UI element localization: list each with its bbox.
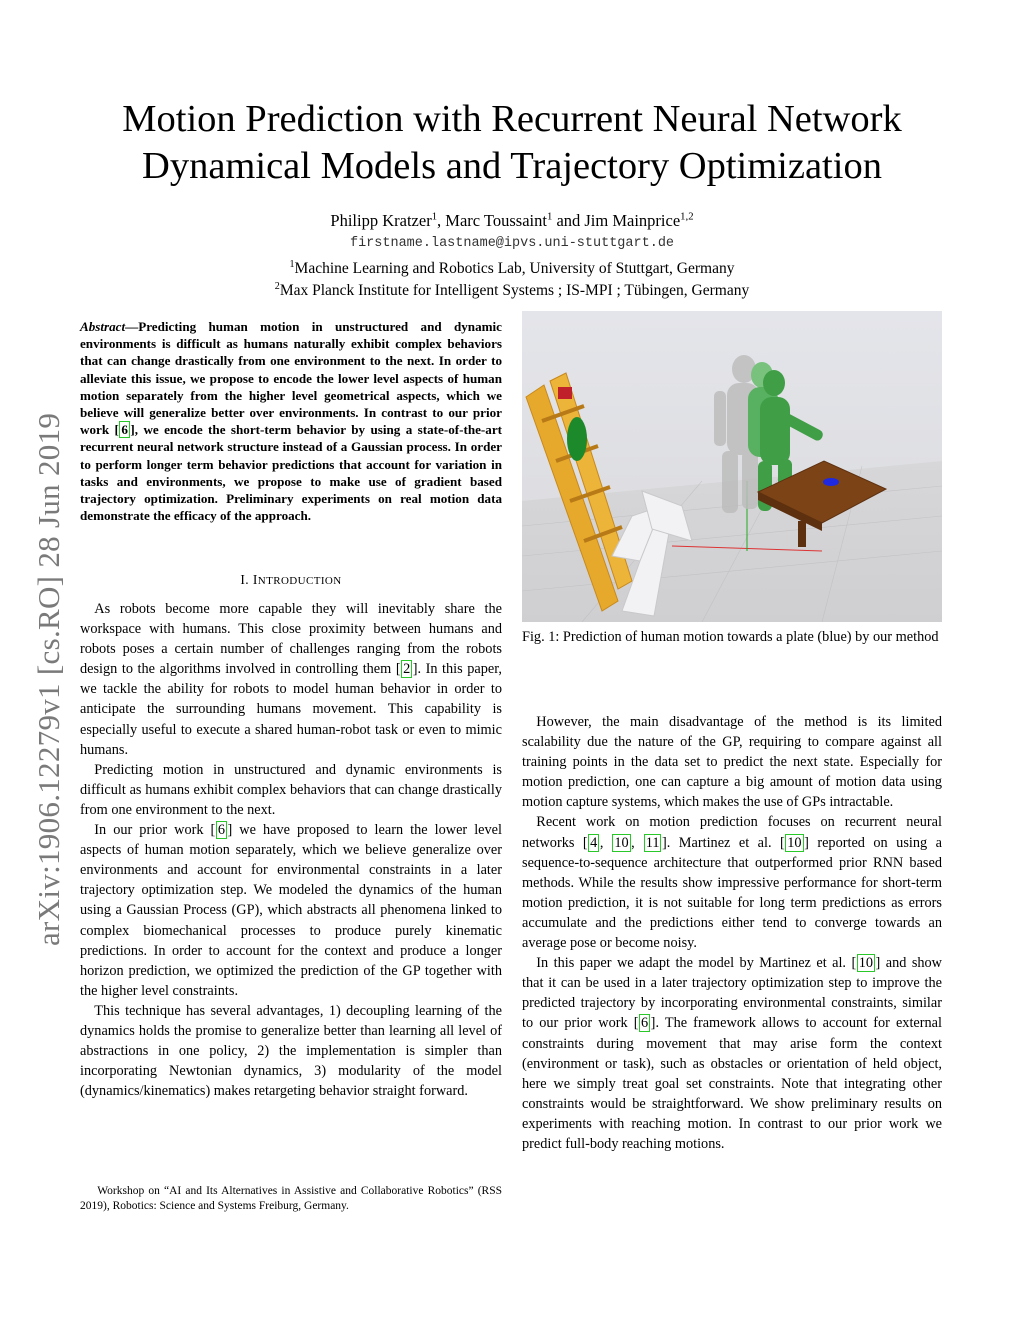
paragraph: In this paper we adapt the model by Martinez et al. [ 10 ] and show that it can be used in a later trajectory optimization step to improve the predicted trajectory by incorporating environmental constraints, similar to our prior work [ 6 ]. The framework allows to account for external constraints during movement that may arise form the context (environment or task), such as obstacles or orientation of held object, here we simply treat goal set constraints. Note that integrating other constraints would be straightforward. We show preliminary results on experiments with reaching motion. In contrast to our prior work we predict full-body reaching motions.	[522, 955, 942, 1152]
abstract: Abstract—Predicting human motion in unstructured and dynamic environments is difficult as humans naturally exhibit complex behaviors that can change drastically from one environment to the next. In order to alleviate this issue, we propose to encode the lower level aspects of human motion separately from the higher level geometrical aspects, which we believe will generalize better over environments. In contrast to our prior work [ 6 ], we encode the short-term behavior by using a state-of-the-art recurrent neural network structure instead of a Gaussian process. In order to perform longer term behavior predictions that account for variation in tasks and environments, we propose to make use of gradient based trajectory optimization. Preliminary experiments on real motion data demonstrate the efficacy of the approach.	[80, 319, 503, 524]
title-line-1: Motion Prediction with Recurrent Neural Network	[122, 98, 902, 140]
citation-link[interactable]: 10	[858, 955, 874, 972]
citation-link[interactable]: 10	[614, 834, 629, 851]
paragraph: Predicting motion in unstructured and dynamic environments is difficult as humans exhibit complex behaviors that can change drastically from one environment to the next.	[80, 761, 502, 818]
abstract-label: Abstract	[80, 319, 126, 334]
author-email: firstname.lastname@ipvs.uni-stuttgart.de	[349, 236, 675, 251]
paper-title	[60, 96, 964, 190]
affiliation-1: $^1$Machine Learning and Robotics Lab, University of Stuttgart, Germany	[289, 258, 735, 277]
paragraph: In our prior work [ 6 ] we have proposed to learn the lower level aspects of human motion separately, which we believe generalize over environments and account for environmental constraints in a later trajectory optimization step. We modeled the dynamics of the human using a Gaussian Process (GP), which abstracts all phenomena linked to complex biomechanical processes to produce purely kinematic predictions. In order to account for the context and produce a longer horizon prediction, we optimized the prediction of the GP together with the higher level constraints.	[80, 822, 502, 999]
paragraph: As robots become more capable they will inevitably share the workspace with humans. This close proximity between humans and robots poses a certain number of challenges ranging from the robots design to the algorithms involved in controlling them [ 2 ]. In this paper, we tackle the ability for robots to model human behavior in order to anticipate the surrounding humans movement. This capability is especially useful to execute a shared human-robot task or even to mimic humans.	[80, 601, 502, 758]
citation-link[interactable]: 2	[403, 661, 411, 678]
footnote: Workshop on “AI and Its Alternatives in Assistive and Collaborative Robotics” (RSS 2019), Robotics: Science and Systems Freiburg, Germany.	[80, 1185, 502, 1212]
section-heading-introduction: I. INTRODUCTION	[240, 572, 342, 587]
paragraph: Recent work on motion prediction focuses on recurrent neural networks [ 4 , 10 , 11 ]. Martinez et al. [ 10 ] reported on using a sequence-to-sequence architecture that outperformed prior RNN based methods. While the results show impressive performance for short-term motion prediction, it is not suitable for long term predictions as errors accumulate and the predictions either tend to converge towards an average pose or become noisy.	[522, 814, 942, 952]
citation-link[interactable]: 10	[787, 834, 802, 851]
introduction-text	[80, 599, 502, 1101]
citation-link[interactable]: 4	[590, 834, 598, 851]
simulation-scene	[522, 311, 942, 622]
citation-link[interactable]: 11	[645, 834, 660, 851]
title-line-2: Dynamical Models and Trajectory Optimization	[142, 145, 882, 187]
citation-link[interactable]: 6	[217, 822, 225, 839]
plate	[823, 478, 839, 486]
figure-1-render	[522, 311, 942, 622]
affiliation-2: $^2$Max Planck Institute for Intelligent Systems ; IS-MPI ; Tübingen, Germany	[274, 280, 750, 299]
citation-link[interactable]: 6	[641, 1015, 649, 1032]
author-list: Philipp Kratzer$^1$, Marc Toussaint$^1$ and Jim Mainprice$^{1,2}$	[330, 210, 694, 230]
paragraph: However, the main disadvantage of the method is its limited scalability due the nature of the GP, requiring to compare against all training points in the data set to predict the next state. Especially for motion prediction, one can capture a big amount of motion data using motion capture systems, which makes the use of GPs intractable.	[522, 714, 942, 811]
figure-1-caption: Fig. 1: Prediction of human motion towards a plate (blue) by our method	[522, 629, 939, 645]
citation-link[interactable]: 6	[121, 422, 128, 438]
paragraph: This technique has several advantages, 1) decoupling learning of the dynamics holds the promise to generalize better than learning all level of abstractions in one policy, 2) the implementation is simpler than incorporating Newtonian dynamics, 3) modularity of the model (dynamics/kinematics) makes retargeting behavior straight forward.	[80, 1002, 502, 1100]
right-column-text	[522, 712, 942, 1154]
